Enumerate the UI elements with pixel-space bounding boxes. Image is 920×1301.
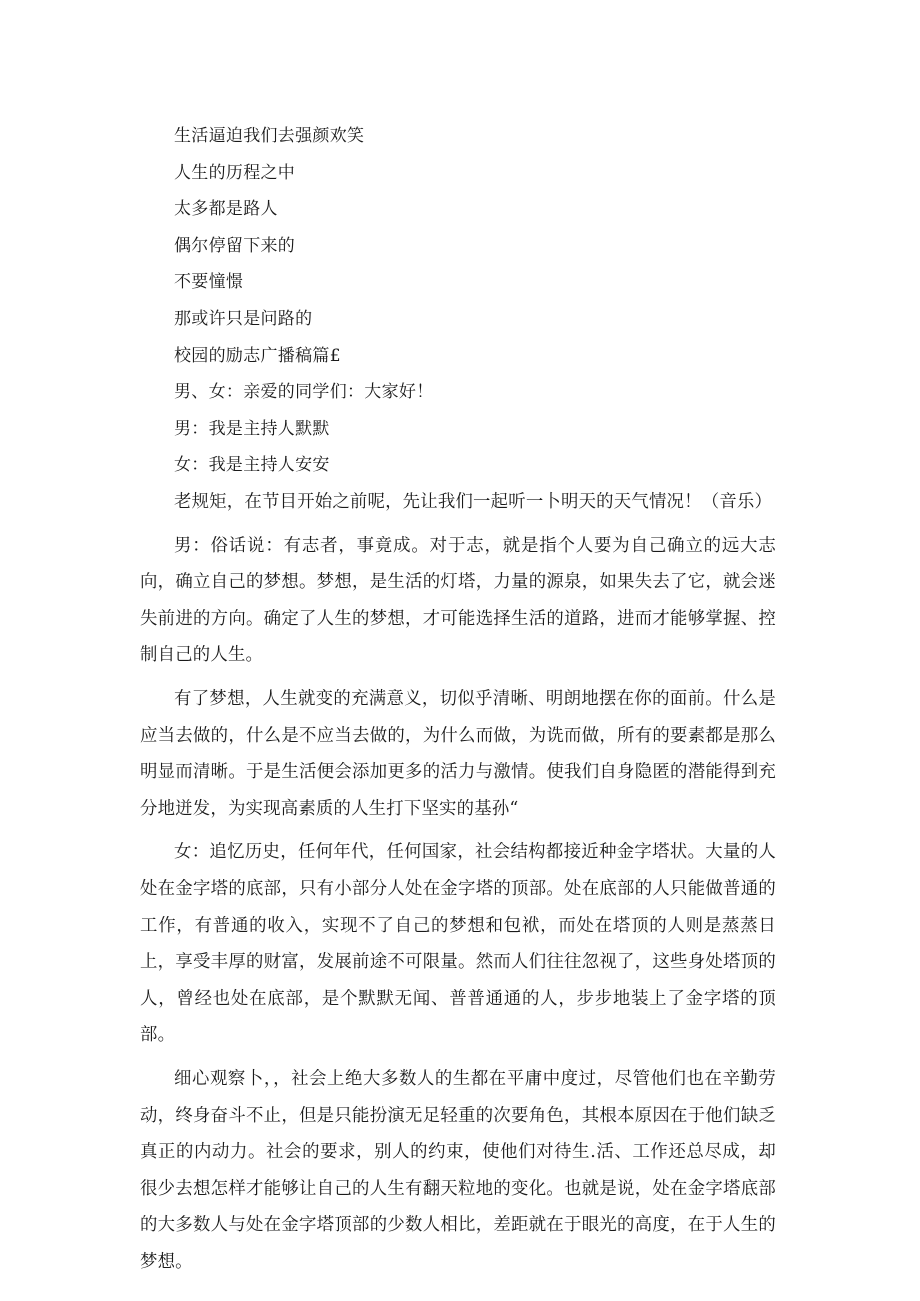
paragraph-weather: 老规矩，在节目开始之前呢，先让我们一起听一卜明天的天气情况！（音乐）: [174, 492, 773, 512]
paragraph-female-pyramid: 女：追忆历史，任何年代，任何国家，社会结构都接近种金字塔状。大量的人处在金字塔的底部，只有小部分人处在金字塔的顶部。处在底部的人只能做普通的工作，有普通的收入，实现不了自己的梦想和包袱，而处在塔顶的人则是蒸蒸日上，享受丰厚的财富，发展前途不可限量。然而人们往往忽视了，这些身处塔顶的人，曾经也处在底部，是个默默无闻、普普通通的人，步步地装上了金字塔的顶部。: [140, 842, 776, 1046]
verse-block: [174, 118, 814, 484]
paragraph-male-dream: 男：俗话说：有志者，事竟成。对于志，就是指个人要为自己确立的远大志向，确立自己的梦想。梦想，是生活的灯塔，力量的源泉，如果失去了它，就会迷失前进的方向。确定了人生的梦想，才可能选择生活的道路，进而才能够掌握、控制自己的人生。: [140, 535, 776, 666]
verse-line: 不要憧憬: [174, 272, 244, 293]
body-text: [140, 484, 776, 1287]
verse-line: 人生的历程之中: [174, 162, 296, 183]
greeting-line: 男、女：亲爱的同学们：大家好！: [174, 382, 434, 403]
verse-line: 偶尔停留下来的: [174, 235, 296, 256]
verse-line: 太多都是路人: [174, 199, 278, 220]
paragraph-observation: 细心观察卜，，社会上绝大多数人的生都在平庸中度过，尽管他们也在辛勤劳动，终身奋斗不止，但是只能扮演无足轻重的次要角色，其根本原因在于他们缺乏真正的内动力。社会的要求，别人的约束，使他们对待生.活、工作还总尽成，却很少去想怎样才能够让自己的人生有翻天粒地的变化。也就是说，处在金字塔底部的大多数人与处在金字塔顶部的少数人相比，差距就在于眼光的高度，在于人生的梦想。: [140, 1068, 776, 1272]
host-female-line: 女：我是主持人安安: [174, 455, 330, 476]
verse-line: 那或许只是问路的: [174, 308, 313, 329]
paragraph-meaning: 有了梦想，人生就变的充满意义，切似乎清晰、明朗地摆在你的面前。什么是应当去做的，什么是不应当去做的，为什么而做，为诜而做，所有的要素都是那么明显而清晰。于是生活便会添加更多的活力与激情。使我们自身隐匿的潜能得到充分地迸发，为实现高素质的人生打下坚实的基孙“: [140, 688, 776, 819]
verse-line: 生活逼迫我们去强颜欢笑: [174, 126, 365, 146]
host-male-line: 男：我是主持人默默: [174, 418, 330, 439]
section-title: 校园的励志广播稿篇£: [174, 345, 341, 366]
